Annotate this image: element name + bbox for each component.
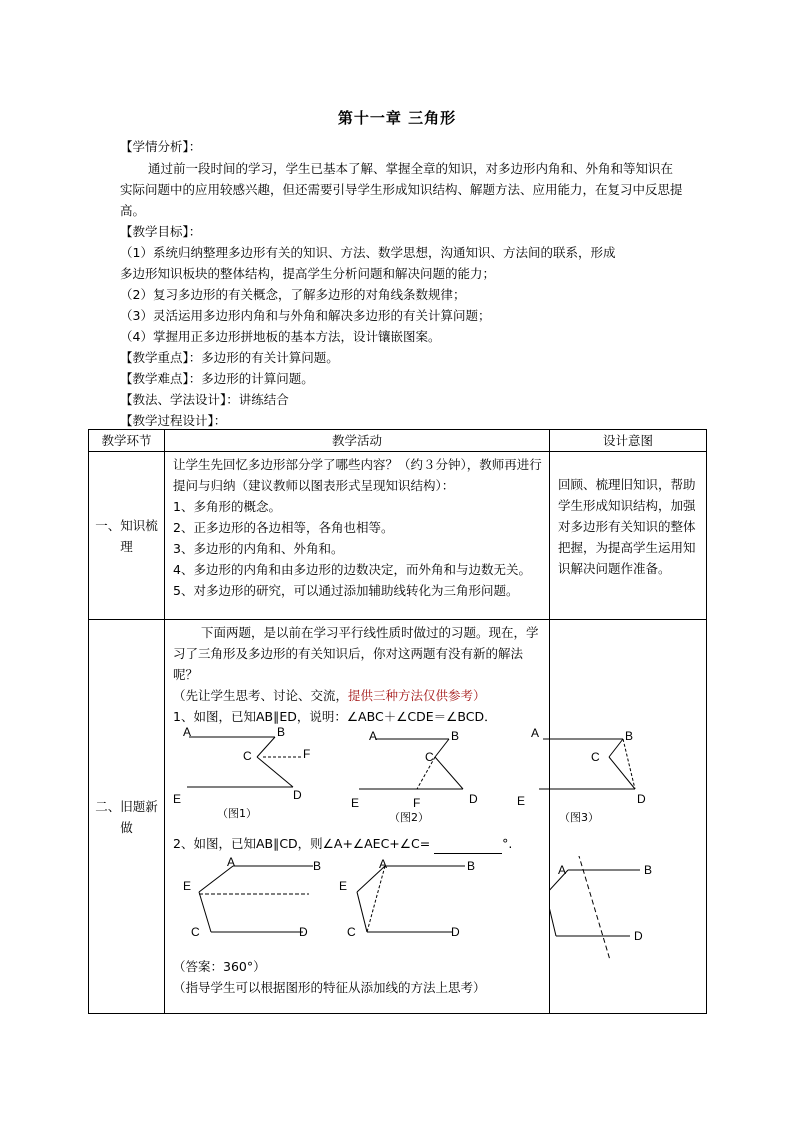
- key-point: 【教学重点】：多边形的有关计算问题。: [120, 350, 339, 365]
- activity-intro: 让学生先回忆多边形部分学了哪些内容？（约３分钟），教师再进行提问与归纳（建议教师以图表形式呈现知识结构）：: [173, 457, 542, 493]
- label-d: D: [299, 925, 308, 939]
- label-d: D: [469, 792, 478, 806]
- label-a: A: [379, 857, 388, 871]
- column-header: 教学活动: [165, 430, 550, 452]
- label-f: F: [413, 796, 421, 810]
- stage-cell: 二、旧题新做: [89, 620, 165, 1014]
- activity-cell: [165, 620, 646, 1014]
- label-b: B: [644, 863, 653, 877]
- label-c: C: [591, 750, 600, 764]
- label-c: C: [347, 925, 356, 939]
- stage-cell: 一、知识梳理: [89, 452, 165, 620]
- label-a: A: [531, 727, 540, 740]
- label-d: D: [634, 929, 643, 943]
- intent-cell: 回顾、梳理旧知识，帮助学生形成知识结构，加强对多边形有关知识的整体把握，为提高学生运用知识解决问题作准备。: [550, 452, 707, 620]
- question-2-text: 2、如图，已知AB∥CD，则∠A+∠AEC+∠C=: [173, 836, 431, 851]
- table-row: [89, 620, 707, 1014]
- table-header-row: [89, 430, 707, 452]
- label-c: C: [425, 750, 434, 764]
- goal-item: （2）复习多边形的有关概念，了解多边形的对角线条数规律；: [120, 287, 466, 302]
- label-f: F: [303, 747, 311, 761]
- label-d: D: [293, 788, 302, 802]
- label-b: B: [467, 859, 476, 873]
- intent-cell: [550, 620, 707, 1014]
- label-a: A: [183, 727, 192, 739]
- label-c: C: [243, 749, 252, 763]
- label-e: E: [183, 879, 192, 893]
- process-heading: 【教学过程设计】：: [120, 413, 227, 428]
- goals-heading: 【教学目标】：: [120, 224, 202, 239]
- column-header: 教学环节: [89, 430, 165, 452]
- list-item: 2、正多边形的各边相等，各角也相等。: [173, 520, 394, 535]
- goal-item: （3）灵活运用多边形内角和与外角和解决多边形的有关计算问题；: [120, 308, 491, 323]
- label-b: B: [625, 729, 634, 743]
- label-d: D: [451, 925, 460, 939]
- figure-caption: （图1）: [217, 807, 257, 820]
- list-item: 1、多角形的概念。: [173, 499, 281, 514]
- figure-caption: （图2）: [389, 811, 429, 824]
- label-a: A: [369, 729, 378, 743]
- analysis-text: 通过前一段时间的学习，学生已基本了解、掌握全章的知识，对多边形内角和、外角和等知识在实际问题中的应用较感兴趣，但还需要引导学生形成知识结构、解题方法、应用能力，在复习中反思提高。: [120, 161, 683, 218]
- question-1: 1、如图，已知AB∥ED，说明：∠ABC＋∠CDE＝∠BCD．: [173, 709, 497, 724]
- label-b: B: [313, 859, 322, 873]
- figure-1: [173, 727, 310, 820]
- method-hint: [173, 685, 543, 706]
- q2-figure-3: [550, 856, 707, 976]
- table-row: [89, 452, 707, 620]
- activity-intro: 下面两题，是以前在学习平行线性质时做过的习题。现在，学习了三角形及多边形的有关知识后，你对这两题有没有新的解法呢？: [173, 625, 539, 682]
- label-b: B: [277, 727, 286, 739]
- goal-item: 多边形知识板块的整体结构，提高学生分析问题和解决问题的能力；: [120, 266, 496, 281]
- q2-figure-1: [183, 855, 321, 939]
- guide-note: （指导学生可以根据图形的特征从添加线的方法上思考）: [173, 980, 486, 995]
- goal-item: （1）系统归纳整理多边形有关的知识、方法、数学思想，沟通知识、方法间的联系，形成: [120, 245, 616, 260]
- label-a: A: [227, 855, 236, 869]
- answer: （答案：360°）: [173, 959, 266, 974]
- list-item: 4、多边形的内角和由多边形的边数决定，而外角和与边数无关。: [173, 562, 531, 577]
- label-e: E: [173, 792, 182, 806]
- goal-item: （4）掌握用正多边形拼地板的基本方法，设计镶嵌图案。: [120, 329, 441, 344]
- label-e: E: [517, 794, 526, 808]
- process-table: [88, 429, 707, 1014]
- answer-blank: [434, 839, 502, 854]
- difficulty: 【教学难点】：多边形的计算问题。: [120, 371, 314, 386]
- figure-caption: （图3）: [559, 811, 599, 824]
- question-2-unit: °.: [502, 836, 513, 851]
- label-c: C: [191, 925, 200, 939]
- hint-highlight: 提供三种方法仅供参考）: [348, 688, 486, 703]
- analysis-heading: 【学情分析】：: [120, 139, 202, 154]
- label-e: E: [339, 879, 348, 893]
- figure-2: [351, 729, 478, 824]
- activity-cell: [165, 452, 550, 620]
- label-d: D: [637, 792, 646, 806]
- hint-text: （先让学生思考、讨论、交流，: [173, 688, 349, 703]
- list-item: 3、多边形的内角和、外角和。: [173, 541, 344, 556]
- column-header: 设计意图: [550, 430, 707, 452]
- label-e: E: [351, 796, 360, 810]
- label-b: B: [451, 729, 460, 743]
- q2-figure-2: [339, 857, 475, 939]
- method: 【教法、学法设计】：讲练结合: [120, 392, 289, 407]
- label-a: A: [558, 863, 567, 877]
- question-2: [173, 833, 543, 854]
- list-item: 5、对多边形的研究，可以通过添加辅助线转化为三角形问题。: [173, 583, 519, 598]
- page-title: 第十一章 三角形: [337, 109, 457, 127]
